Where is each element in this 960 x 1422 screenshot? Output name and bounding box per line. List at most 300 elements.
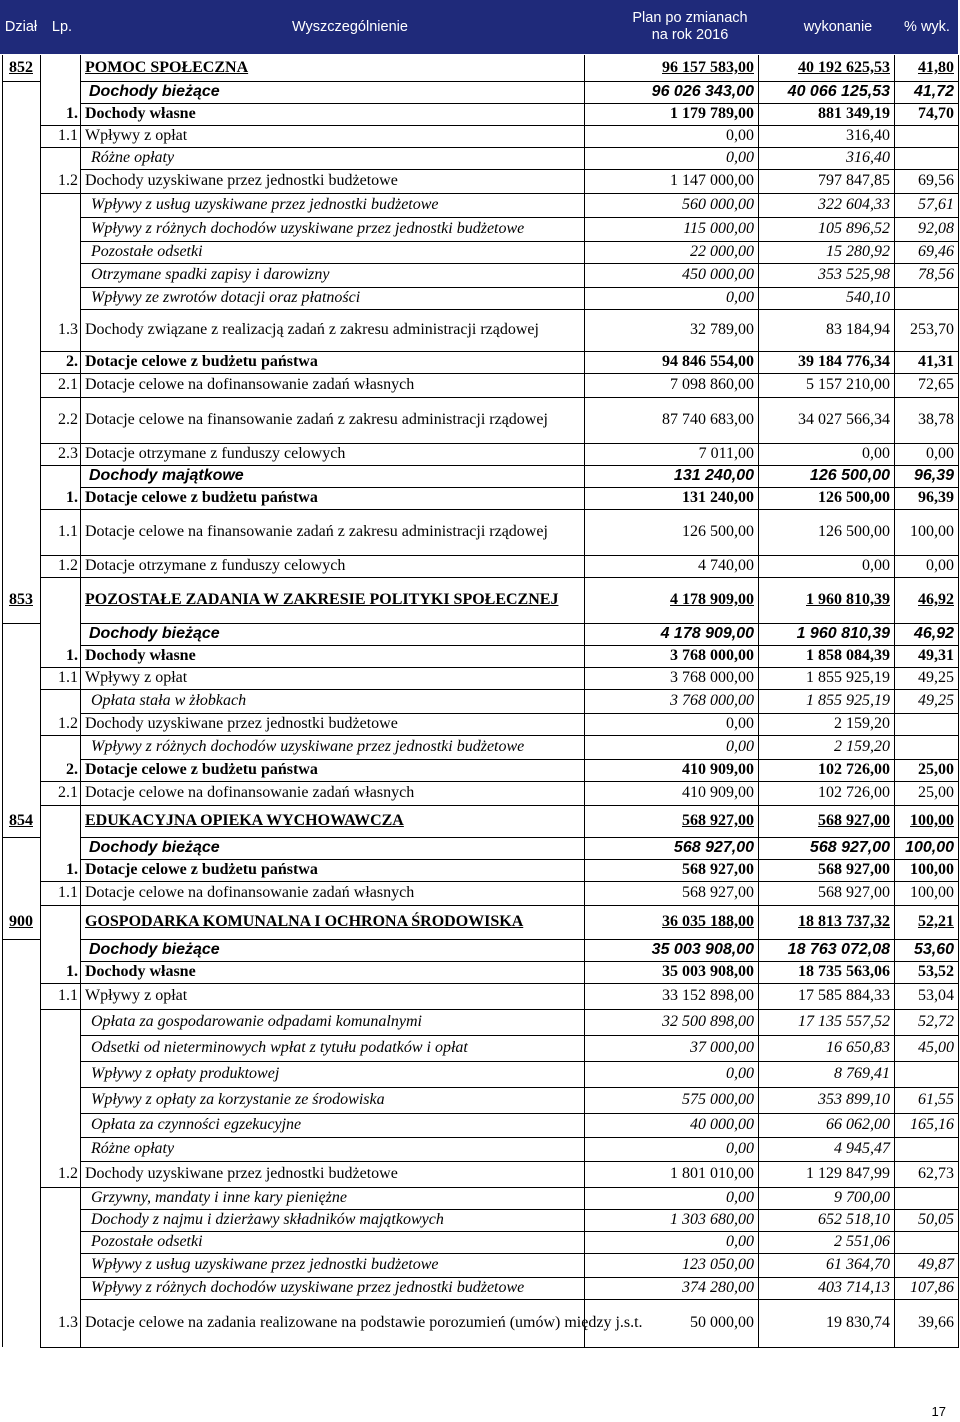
table-row [3,373,959,397]
row-dzial [3,373,41,397]
row-plan: 35 003 908,00 [585,939,759,961]
table-row [3,103,959,125]
row-description: Wpływy z różnych dochodów uzyskiwane przez jednostki budżetowe [81,735,585,759]
row-lp [41,465,81,487]
row-dzial [3,983,41,1009]
table-row [3,805,959,837]
table-row [3,939,959,961]
row-pct: 0,00 [895,555,959,577]
table-row [3,487,959,509]
row-lp: 2.3 [41,443,81,465]
row-wykonanie: 316,40 [759,147,895,169]
table-row [3,1277,959,1299]
row-wykonanie: 39 184 776,34 [759,351,895,373]
row-wykonanie: 316,40 [759,125,895,147]
table-row [3,555,959,577]
row-description: Różne opłaty [81,147,585,169]
row-dzial [3,1161,41,1187]
row-plan: 0,00 [585,125,759,147]
row-pct: 53,52 [895,961,959,983]
header-plan-line2: na rok 2016 [651,27,729,43]
row-plan: 4 740,00 [585,555,759,577]
header-plan-line1: Plan po zmianach [632,10,748,26]
row-lp [41,287,81,309]
row-pct: 165,16 [895,1113,959,1137]
row-dzial [3,103,41,125]
row-plan: 22 000,00 [585,241,759,263]
row-plan: 131 240,00 [585,487,759,509]
row-pct [895,147,959,169]
row-pct: 46,92 [895,577,959,623]
table-row [3,1087,959,1113]
row-dzial [3,287,41,309]
row-wykonanie: 1 858 084,39 [759,645,895,667]
row-wykonanie: 126 500,00 [759,509,895,555]
table-header [0,0,958,54]
row-dzial [3,397,41,443]
row-lp: 1. [41,961,81,983]
row-pct: 253,70 [895,309,959,351]
table-row [3,217,959,241]
row-lp [41,1035,81,1061]
row-dzial [3,645,41,667]
row-wykonanie: 17 585 884,33 [759,983,895,1009]
table-row [3,905,959,939]
row-wykonanie: 2 159,20 [759,735,895,759]
row-pct: 46,92 [895,623,959,645]
row-pct: 69,56 [895,169,959,193]
row-dzial [3,735,41,759]
row-lp [41,193,81,217]
table-row [3,263,959,287]
row-wykonanie: 1 855 925,19 [759,667,895,689]
row-plan: 4 178 909,00 [585,577,759,623]
row-pct: 41,80 [895,55,959,81]
row-description: Wpływy z opłaty produktowej [81,1061,585,1087]
row-description: Dotacje celowe z budżetu państwa [81,759,585,781]
row-description: Wpływy z opłat [81,125,585,147]
row-lp [41,217,81,241]
row-dzial [3,1253,41,1277]
row-wykonanie: 2 551,06 [759,1231,895,1253]
row-plan: 568 927,00 [585,859,759,881]
row-wykonanie: 568 927,00 [759,805,895,837]
row-plan: 560 000,00 [585,193,759,217]
table-row [3,169,959,193]
row-dzial [3,859,41,881]
table-row [3,397,959,443]
row-plan: 36 035 188,00 [585,905,759,939]
row-dzial: 854 [3,805,41,837]
table-row [3,881,959,905]
table-row [3,1161,959,1187]
row-pct: 69,46 [895,241,959,263]
row-description: Pozostałe odsetki [81,1231,585,1253]
row-dzial [3,939,41,961]
row-wykonanie: 403 714,13 [759,1277,895,1299]
row-description: Wpływy z usług uzyskiwane przez jednostki budżetowe [81,1253,585,1277]
row-wykonanie: 5 157 210,00 [759,373,895,397]
row-wykonanie: 61 364,70 [759,1253,895,1277]
row-wykonanie: 353 899,10 [759,1087,895,1113]
row-lp [41,1061,81,1087]
row-pct: 52,21 [895,905,959,939]
row-lp [41,1187,81,1209]
row-description: Dotacje celowe na zadania realizowane na podstawie porozumień (umów) między j.s.t. [81,1299,585,1347]
row-lp [41,735,81,759]
row-pct: 100,00 [895,881,959,905]
row-description: Wpływy z usług uzyskiwane przez jednostki budżetowe [81,193,585,217]
row-description: EDUKACYJNA OPIEKA WYCHOWAWCZA [81,805,585,837]
row-wykonanie: 126 500,00 [759,465,895,487]
row-description: Dochody związane z realizacją zadań z zakresu administracji rządowej [81,309,585,351]
row-lp: 1.1 [41,667,81,689]
row-plan: 50 000,00 [585,1299,759,1347]
table-row [3,1009,959,1035]
row-pct: 38,78 [895,397,959,443]
row-plan: 7 098 860,00 [585,373,759,397]
row-lp: 1.2 [41,555,81,577]
row-plan: 32 789,00 [585,309,759,351]
row-lp [41,1113,81,1137]
row-plan: 568 927,00 [585,881,759,905]
row-description: Dotacje celowe z budżetu państwa [81,487,585,509]
header-pct: % wyk. [904,18,950,35]
table-row [3,309,959,351]
table-row [3,961,959,983]
row-plan: 410 909,00 [585,781,759,805]
row-plan: 96 026 343,00 [585,81,759,103]
table-row [3,781,959,805]
row-dzial [3,689,41,713]
row-lp: 1.1 [41,509,81,555]
row-plan: 0,00 [585,147,759,169]
row-description: Dotacje celowe na finansowanie zadań z zakresu administracji rządowej [81,397,585,443]
row-pct: 41,72 [895,81,959,103]
row-pct: 49,25 [895,689,959,713]
table-row [3,1299,959,1347]
row-wykonanie: 102 726,00 [759,781,895,805]
row-lp: 1.1 [41,881,81,905]
row-lp [41,147,81,169]
row-plan: 0,00 [585,1061,759,1087]
row-wykonanie: 40 066 125,53 [759,81,895,103]
row-lp [41,837,81,859]
row-wykonanie: 83 184,94 [759,309,895,351]
row-pct [895,287,959,309]
row-pct: 53,60 [895,939,959,961]
row-plan: 568 927,00 [585,837,759,859]
row-dzial [3,125,41,147]
row-lp: 1.3 [41,1299,81,1347]
row-lp: 2.1 [41,781,81,805]
row-wykonanie: 66 062,00 [759,1113,895,1137]
row-dzial [3,1035,41,1061]
row-dzial [3,1209,41,1231]
table-row [3,147,959,169]
row-pct: 92,08 [895,217,959,241]
row-plan: 35 003 908,00 [585,961,759,983]
row-lp: 1.2 [41,1161,81,1187]
row-plan: 410 909,00 [585,759,759,781]
row-lp [41,1137,81,1161]
row-lp [41,263,81,287]
row-pct [895,713,959,735]
row-pct: 39,66 [895,1299,959,1347]
row-wykonanie: 322 604,33 [759,193,895,217]
table-row [3,55,959,81]
row-plan: 40 000,00 [585,1113,759,1137]
row-description: Wpływy z opłaty za korzystanie ze środowiska [81,1087,585,1113]
row-wykonanie: 1 960 810,39 [759,577,895,623]
row-description: Dotacje celowe na dofinansowanie zadań własnych [81,881,585,905]
row-description: Odsetki od nieterminowych wpłat z tytułu podatków i opłat [81,1035,585,1061]
row-description: POZOSTAŁE ZADANIA W ZAKRESIE POLITYKI SPOŁECZNEJ [81,577,585,623]
row-wykonanie: 0,00 [759,555,895,577]
row-pct: 72,65 [895,373,959,397]
row-description: Dotacje celowe na finansowanie zadań z zakresu administracji rządowej [81,509,585,555]
row-pct: 57,61 [895,193,959,217]
row-dzial [3,147,41,169]
table-row [3,1113,959,1137]
row-wykonanie: 881 349,19 [759,103,895,125]
row-dzial [3,837,41,859]
row-dzial [3,667,41,689]
row-dzial [3,351,41,373]
row-wykonanie: 16 650,83 [759,1035,895,1061]
table-row [3,509,959,555]
row-lp: 1.2 [41,169,81,193]
row-pct: 100,00 [895,805,959,837]
row-wykonanie: 18 813 737,32 [759,905,895,939]
row-pct: 25,00 [895,781,959,805]
row-pct: 49,31 [895,645,959,667]
row-lp: 2. [41,351,81,373]
row-dzial [3,217,41,241]
row-lp [41,55,81,81]
row-plan: 96 157 583,00 [585,55,759,81]
row-description: Dotacje celowe z budżetu państwa [81,859,585,881]
row-description: Dochody majątkowe [81,465,585,487]
row-description: Dochody bieżące [81,81,585,103]
row-description: Wpływy z różnych dochodów uzyskiwane przez jednostki budżetowe [81,217,585,241]
row-description: Dochody z najmu i dzierżawy składników majątkowych [81,1209,585,1231]
row-plan: 3 768 000,00 [585,667,759,689]
row-dzial [3,1231,41,1253]
row-lp: 1.2 [41,713,81,735]
row-pct: 107,86 [895,1277,959,1299]
row-plan: 568 927,00 [585,805,759,837]
budget-table [2,55,959,1348]
row-plan: 131 240,00 [585,465,759,487]
row-dzial [3,465,41,487]
row-description: POMOC SPOŁECZNA [81,55,585,81]
header-wykonanie: wykonanie [803,18,873,35]
row-pct [895,735,959,759]
header-dzial: Dział [4,18,38,35]
row-lp: 2.1 [41,373,81,397]
row-pct: 61,55 [895,1087,959,1113]
row-wykonanie: 540,10 [759,287,895,309]
row-description: Dotacje celowe na dofinansowanie zadań własnych [81,373,585,397]
row-wykonanie: 568 927,00 [759,881,895,905]
table-row [3,241,959,263]
row-dzial: 853 [3,577,41,623]
row-pct: 0,00 [895,443,959,465]
table-row [3,1253,959,1277]
row-wykonanie: 17 135 557,52 [759,1009,895,1035]
row-plan: 1 801 010,00 [585,1161,759,1187]
row-dzial [3,487,41,509]
row-dzial [3,1087,41,1113]
row-plan: 3 768 000,00 [585,645,759,667]
row-wykonanie: 4 945,47 [759,1137,895,1161]
row-wykonanie: 18 763 072,08 [759,939,895,961]
row-wykonanie: 0,00 [759,443,895,465]
page-number: 17 [931,1404,946,1419]
row-description: Dotacje celowe na dofinansowanie zadań własnych [81,781,585,805]
row-wykonanie: 1 855 925,19 [759,689,895,713]
row-lp [41,1277,81,1299]
row-wykonanie: 652 518,10 [759,1209,895,1231]
row-lp [41,623,81,645]
table-row [3,465,959,487]
row-dzial [3,509,41,555]
row-dzial [3,623,41,645]
row-dzial [3,961,41,983]
row-wykonanie: 9 700,00 [759,1187,895,1209]
row-description: Dotacje celowe z budżetu państwa [81,351,585,373]
table-row [3,125,959,147]
row-description: Wpływy z opłat [81,667,585,689]
row-plan: 0,00 [585,735,759,759]
row-dzial [3,443,41,465]
table-row [3,713,959,735]
row-description: Dochody własne [81,103,585,125]
table-row [3,81,959,103]
row-plan: 32 500 898,00 [585,1009,759,1035]
row-wykonanie: 18 735 563,06 [759,961,895,983]
row-pct: 62,73 [895,1161,959,1187]
row-wykonanie: 40 192 625,53 [759,55,895,81]
row-dzial [3,193,41,217]
row-lp [41,689,81,713]
row-lp: 1. [41,859,81,881]
row-description: Opłata za czynności egzekucyjne [81,1113,585,1137]
row-lp [41,1009,81,1035]
table-row [3,193,959,217]
row-plan: 33 152 898,00 [585,983,759,1009]
row-description: Dochody uzyskiwane przez jednostki budżetowe [81,1161,585,1187]
row-lp [41,577,81,623]
row-wykonanie: 1 129 847,99 [759,1161,895,1187]
row-lp: 1.3 [41,309,81,351]
row-dzial [3,1113,41,1137]
table-row [3,287,959,309]
row-description: Dochody bieżące [81,837,585,859]
row-dzial [3,1061,41,1087]
row-pct: 100,00 [895,509,959,555]
row-dzial [3,759,41,781]
row-wykonanie: 102 726,00 [759,759,895,781]
row-dzial [3,81,41,103]
budget-table-body [3,55,959,1347]
row-dzial [3,1187,41,1209]
row-wykonanie: 126 500,00 [759,487,895,509]
row-plan: 4 178 909,00 [585,623,759,645]
row-wykonanie: 105 896,52 [759,217,895,241]
row-lp: 2. [41,759,81,781]
row-wykonanie: 2 159,20 [759,713,895,735]
row-lp [41,905,81,939]
table-row [3,351,959,373]
row-dzial [3,781,41,805]
row-dzial [3,1277,41,1299]
table-row [3,1231,959,1253]
row-plan: 0,00 [585,713,759,735]
row-lp: 2.2 [41,397,81,443]
row-lp [41,939,81,961]
row-pct [895,1061,959,1087]
row-plan: 575 000,00 [585,1087,759,1113]
row-dzial [3,241,41,263]
table-row [3,667,959,689]
row-lp [41,81,81,103]
table-row [3,759,959,781]
row-description: Grzywny, mandaty i inne kary pieniężne [81,1187,585,1209]
row-plan: 0,00 [585,1187,759,1209]
row-dzial: 900 [3,905,41,939]
row-plan: 115 000,00 [585,217,759,241]
row-pct: 78,56 [895,263,959,287]
row-plan: 450 000,00 [585,263,759,287]
row-wykonanie: 797 847,85 [759,169,895,193]
row-pct [895,125,959,147]
row-description: Dochody uzyskiwane przez jednostki budżetowe [81,713,585,735]
row-dzial [3,713,41,735]
row-pct [895,1187,959,1209]
row-description: Opłata stała w żłobkach [81,689,585,713]
row-plan: 126 500,00 [585,509,759,555]
row-wykonanie: 353 525,98 [759,263,895,287]
row-lp: 1.1 [41,125,81,147]
row-wykonanie: 568 927,00 [759,837,895,859]
row-description: Pozostałe odsetki [81,241,585,263]
table-row [3,1209,959,1231]
row-plan: 123 050,00 [585,1253,759,1277]
row-pct: 41,31 [895,351,959,373]
row-wykonanie: 19 830,74 [759,1299,895,1347]
row-description: Dochody bieżące [81,623,585,645]
row-plan: 0,00 [585,1231,759,1253]
table-row [3,1137,959,1161]
table-row [3,623,959,645]
row-pct: 96,39 [895,465,959,487]
row-lp: 1. [41,487,81,509]
table-row [3,577,959,623]
table-row [3,1061,959,1087]
row-pct: 45,00 [895,1035,959,1061]
row-dzial [3,555,41,577]
row-dzial [3,1299,41,1347]
table-row [3,443,959,465]
header-plan [600,0,780,54]
row-plan: 1 303 680,00 [585,1209,759,1231]
row-wykonanie: 1 960 810,39 [759,623,895,645]
row-description: GOSPODARKA KOMUNALNA I OCHRONA ŚRODOWISKA [81,905,585,939]
row-dzial [3,1009,41,1035]
row-plan: 1 147 000,00 [585,169,759,193]
